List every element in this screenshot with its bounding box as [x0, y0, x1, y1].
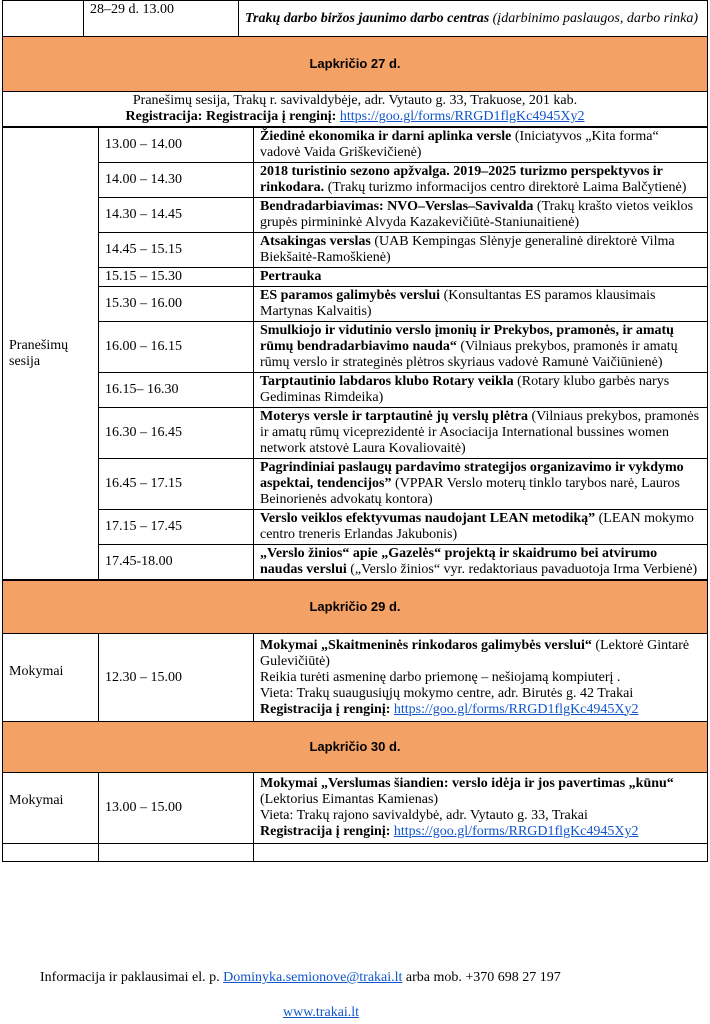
time-cell: 15.30 – 16.00 — [99, 287, 254, 322]
training-label: Mokymai — [3, 634, 99, 722]
registration-label: Registracija: Registracija į renginį: — [125, 109, 337, 124]
day-header-30: Lapkričio 30 d. — [3, 722, 708, 773]
time-cell: 13.00 – 14.00 — [99, 128, 254, 163]
topic-title: Pagrindiniai paslaugų pardavimo strategijos organizavimo ir vykdymo aspektai, tendencijos” — [260, 460, 684, 491]
email-link[interactable]: Dominyka.semionove@trakai.lt — [223, 970, 403, 985]
topic-title: „Verslo žinios“ apie „Gazelės“ projektą ir skaidrumo bei atvirumo naudas verslui — [260, 546, 658, 577]
topic-speaker: (Konsultantas ES paramos klausimais Martynas Kalvaitis) — [260, 288, 656, 319]
topic-title: Žiedinė ekonomika ir darni aplinka versle — [260, 129, 512, 144]
time-cell: 16.15– 16.30 — [99, 373, 254, 408]
topic-speaker: (Trakų krašto vietos veiklos grupės pirmininkė Alvyda Kazakevičiūtė-Staniunaitienė) — [260, 199, 694, 230]
topic-cell: Trakų darbo biržos jaunimo darbo centras (įdarbinimo paslaugos, darbo rinka) — [239, 1, 708, 37]
time-cell: 16.30 – 16.45 — [99, 408, 254, 459]
session-row — [3, 268, 708, 287]
schedule-table — [2, 0, 708, 127]
training-row-29 — [3, 634, 708, 722]
topic-speaker: (VPPAR Verslo moterų tinklo tarybos narė, Lauros Beinorienės advokatų kontora) — [260, 476, 680, 507]
time-cell: 28–29 d. 13.00 — [84, 1, 239, 37]
topic-cell — [254, 459, 708, 510]
table-row — [3, 844, 708, 862]
time-cell: 13.00 – 15.00 — [99, 773, 254, 844]
training-table — [2, 580, 708, 862]
topic-cell — [254, 163, 708, 198]
training-label: Mokymai — [3, 773, 99, 844]
session-table — [2, 127, 708, 580]
time-cell: 14.45 – 15.15 — [99, 233, 254, 268]
topic-cell — [254, 287, 708, 322]
time-cell: 17.15 – 17.45 — [99, 510, 254, 545]
topic-speaker: („Verslo žinios“ vyr. redaktoriaus pavaduotoja Irma Verbienė) — [346, 562, 698, 577]
time-cell: 12.30 – 15.00 — [99, 634, 254, 722]
session-row — [3, 322, 708, 373]
topic-speaker: (Vilniaus prekybos, pramonės ir amatų rūmų verslo ir strateginės plėtros skyriaus vadovė Ramunė Vaičiūnienė) — [260, 339, 678, 370]
day-header-29: Lapkričio 29 d. — [3, 581, 708, 634]
session-row — [3, 233, 708, 268]
registration-link[interactable]: https://goo.gl/forms/RRGD1flgKc4945Xy2 — [393, 824, 639, 839]
topic-title: Bendradarbiavimas: NVO–Verslas–Savivalda — [260, 199, 534, 214]
topic-title: Atsakingas verslas — [260, 234, 371, 249]
topic-cell — [254, 373, 708, 408]
topic-cell — [254, 510, 708, 545]
session-row — [3, 510, 708, 545]
topic-speaker: (Rotary klubo garbės narys Gediminas Rimdeika) — [260, 374, 670, 405]
website-link[interactable]: www.trakai.lt — [283, 1005, 360, 1020]
registration-link[interactable]: https://goo.gl/forms/RRGD1flgKc4945Xy2 — [339, 109, 585, 124]
session-location: Pranešimų sesija, Trakų r. savivaldybėje, adr. Vytauto g. 33, Trakuose, 201 kab. — [132, 93, 578, 108]
session-info-row — [3, 92, 708, 127]
topic-speaker: (Iniciatyvos „Kita forma“ vadovė Vaida Griškevičienė) — [260, 129, 659, 160]
time-cell: 14.30 – 14.45 — [99, 198, 254, 233]
topic-cell — [254, 128, 708, 163]
topic-cell — [254, 408, 708, 459]
contact-info: Informacija ir paklausimai el. p. Dominyka.semionove@trakai.lt arba mob. +370 698 27 197 — [40, 970, 561, 985]
session-row — [3, 163, 708, 198]
topic-speaker: (Trakų turizmo informacijos centro direktorė Laima Balčytienė) — [324, 180, 687, 195]
topic-title: Smulkiojo ir vidutinio verslo įmonių ir Prekybos, pramonės, ir amatų rūmų bendradarbiavimo nauda“ — [260, 323, 674, 354]
topic-cell — [254, 198, 708, 233]
time-cell: 16.45 – 17.15 — [99, 459, 254, 510]
topic-cell — [254, 233, 708, 268]
topic-speaker: (UAB Kempingas Slėnyje generalinė direktorė Vilma Biekšaitė-Ramoškienė) — [260, 234, 675, 265]
topic-cell: Mokymai „Skaitmeninės rinkodaros galimybės verslui“ (Lektorė Gintarė Gulevičiūtė) Reikia turėti asmeninę darbo priemonę – nešiojamą kompiuterį . Vieta: Trakų suaugusiųjų mokymo centre, adr. Birutės g. 42 Trakai Registracija į renginį: https://goo.gl/forms/RRGD1flgKc4945Xy2 — [254, 634, 708, 722]
topic-speaker: (Vilniaus prekybos, pramonės ir amatų rūmų viceprezidentė ir Asociacija International bussines women network atstovė Laura Kovaliovaitė) — [260, 409, 700, 456]
schedule-document — [2, 0, 707, 862]
topic-cell — [254, 268, 708, 287]
day-header-27: Lapkričio 27 d. — [3, 37, 708, 92]
registration-link[interactable]: https://goo.gl/forms/RRGD1flgKc4945Xy2 — [393, 701, 639, 717]
topic-cell — [254, 545, 708, 580]
topic-title: 2018 turistinio sezono apžvalga. 2019–2025 turizmo perspektyvos ir rinkodara. — [260, 164, 663, 195]
session-label: Pranešimų sesija — [3, 128, 99, 580]
session-row — [3, 408, 708, 459]
session-row — [3, 287, 708, 322]
topic-title: Pertrauka — [260, 269, 322, 284]
session-row — [3, 128, 708, 163]
time-cell: 14.00 – 14.30 — [99, 163, 254, 198]
topic-title: ES paramos galimybės verslui — [260, 288, 441, 303]
session-row — [3, 545, 708, 580]
session-row — [3, 198, 708, 233]
topic-cell: Mokymai „Verslumas šiandien: verslo idėja ir jos pavertimas „kūnu“ (Lektorius Eimantas Kamienas) Vieta: Trakų rajono savivaldybė, adr. Vytauto g. 33, Trakai Registracija į renginį: https://goo.gl/forms/RRGD1flgKc4945Xy2 — [254, 773, 708, 844]
time-cell: 16.00 – 16.15 — [99, 322, 254, 373]
session-row — [3, 459, 708, 510]
session-row — [3, 373, 708, 408]
topic-cell — [254, 322, 708, 373]
table-row — [3, 1, 708, 37]
time-cell: 15.15 – 15.30 — [99, 268, 254, 287]
topic-title: Verslo veiklos efektyvumas naudojant LEAN metodiką” — [260, 511, 596, 526]
time-cell: 17.45-18.00 — [99, 545, 254, 580]
topic-title: Moterys versle ir tarptautinė jų verslų plėtra — [260, 409, 529, 424]
training-row-30 — [3, 773, 708, 844]
topic-title: Tarptautinio labdaros klubo Rotary veikla — [260, 374, 514, 389]
topic-speaker: (LEAN mokymo centro treneris Erlandas Jakubonis) — [260, 511, 694, 542]
